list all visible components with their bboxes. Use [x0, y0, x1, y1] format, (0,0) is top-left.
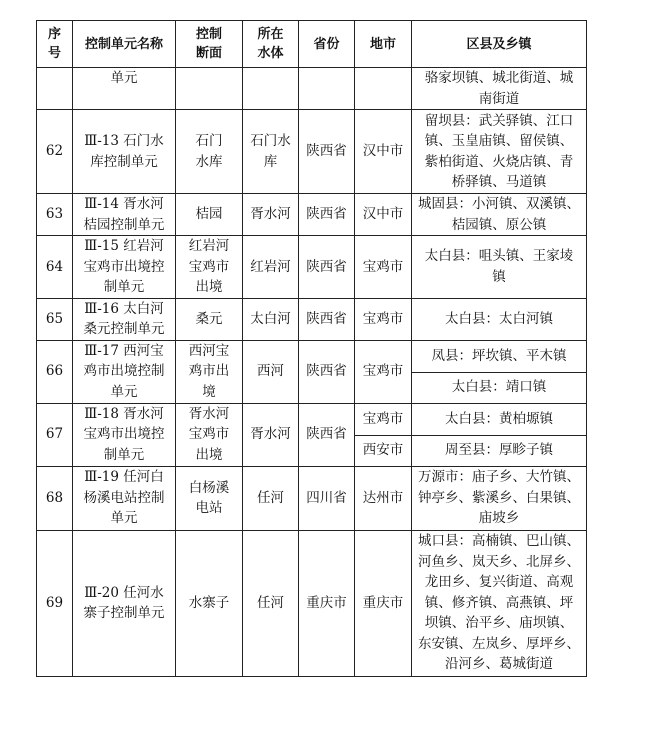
- cell-water: 红岩河: [243, 236, 299, 299]
- cell-water: 任河: [243, 530, 299, 676]
- cell-unit: Ⅲ-17 西河宝 鸡市出境控制 单元: [73, 340, 176, 403]
- header-district: 区县及乡镇: [412, 21, 587, 68]
- cell-district: 凤县：坪坎镇、平木镇: [412, 340, 587, 372]
- cell-unit: Ⅲ-20 任河水 寨子控制单元: [73, 530, 176, 676]
- table-row: [37, 110, 587, 194]
- table-row: [37, 236, 587, 299]
- cell-section: 白杨溪 电站: [176, 466, 243, 530]
- cell-no: 62: [37, 110, 73, 194]
- cell-district: 太白县：黄柏塬镇: [412, 403, 587, 435]
- header-city: 地市: [355, 21, 412, 68]
- cell-district: 太白县：太白河镇: [412, 298, 587, 340]
- cell-water: 胥水河: [243, 194, 299, 236]
- cell-water: [243, 68, 299, 110]
- cell-district: 周至县：厚畛子镇: [412, 435, 587, 466]
- cell-district: 留坝县：武关驿镇、江口 镇、玉皇庙镇、留侯镇、 紫柏街道、火烧店镇、青 桥驿镇、马道镇: [412, 110, 587, 194]
- cell-city: 西安市: [355, 435, 412, 466]
- cell-city: 宝鸡市: [355, 403, 412, 435]
- cell-province: 陕西省: [299, 298, 355, 340]
- table-row: [37, 403, 587, 435]
- cell-city: 宝鸡市: [355, 298, 412, 340]
- header-province: 省份: [299, 21, 355, 68]
- cell-district: 城口县：高楠镇、巴山镇、 河鱼乡、岚天乡、北屏乡、 龙田乡、复兴街道、高观 镇、修齐镇、高燕镇、坪 坝镇、治平乡、庙坝镇、 东安镇、左岚乡、厚坪乡、 沿河乡、葛城街道: [412, 530, 587, 676]
- table-row: [37, 340, 587, 372]
- table-row-continued: [37, 68, 587, 110]
- table-row: [37, 530, 587, 676]
- cell-section: 红岩河 宝鸡市 出境: [176, 236, 243, 299]
- cell-city: 汉中市: [355, 110, 412, 194]
- table-row: [37, 194, 587, 236]
- cell-section: [176, 68, 243, 110]
- cell-province: 陕西省: [299, 403, 355, 466]
- cell-section: 胥水河 宝鸡市 出境: [176, 403, 243, 466]
- cell-province: 重庆市: [299, 530, 355, 676]
- header-unit-name: 控制单元名称: [73, 21, 176, 68]
- cell-no: 69: [37, 530, 73, 676]
- header-no: 序 号: [37, 21, 73, 68]
- table-row: [37, 298, 587, 340]
- cell-no: [37, 68, 73, 110]
- cell-unit: Ⅲ-14 胥水河 桔园控制单元: [73, 194, 176, 236]
- cell-district: 万源市：庙子乡、大竹镇、 钟亭乡、紫溪乡、白果镇、 庙坡乡: [412, 466, 587, 530]
- cell-water: 石门水 库: [243, 110, 299, 194]
- cell-section: 水寨子: [176, 530, 243, 676]
- cell-unit: Ⅲ-18 胥水河 宝鸡市出境控 制单元: [73, 403, 176, 466]
- cell-city: 宝鸡市: [355, 340, 412, 403]
- cell-city: 汉中市: [355, 194, 412, 236]
- cell-no: 66: [37, 340, 73, 403]
- cell-province: 陕西省: [299, 236, 355, 299]
- cell-city: 重庆市: [355, 530, 412, 676]
- cell-section: 石门 水库: [176, 110, 243, 194]
- cell-section: 西河宝 鸡市出 境: [176, 340, 243, 403]
- cell-no: 64: [37, 236, 73, 299]
- cell-district: 骆家坝镇、城北街道、城 南街道: [412, 68, 587, 110]
- cell-unit: Ⅲ-16 太白河 桑元控制单元: [73, 298, 176, 340]
- cell-water: 太白河: [243, 298, 299, 340]
- cell-water: 西河: [243, 340, 299, 403]
- cell-water: 胥水河: [243, 403, 299, 466]
- cell-no: 63: [37, 194, 73, 236]
- cell-unit: 单元: [73, 68, 176, 110]
- cell-no: 68: [37, 466, 73, 530]
- table-row: [37, 466, 587, 530]
- cell-province: 四川省: [299, 466, 355, 530]
- cell-district: 太白县：咀头镇、王家堎 镇: [412, 236, 587, 299]
- cell-city: 宝鸡市: [355, 236, 412, 299]
- cell-no: 67: [37, 403, 73, 466]
- cell-unit: Ⅲ-19 任河白 杨溪电站控制 单元: [73, 466, 176, 530]
- cell-province: 陕西省: [299, 110, 355, 194]
- cell-water: 任河: [243, 466, 299, 530]
- cell-section: 桑元: [176, 298, 243, 340]
- cell-province: 陕西省: [299, 340, 355, 403]
- control-unit-table: [36, 20, 587, 677]
- cell-section: 桔园: [176, 194, 243, 236]
- cell-province: 陕西省: [299, 194, 355, 236]
- cell-district: 城固县：小河镇、双溪镇、 桔园镇、原公镇: [412, 194, 587, 236]
- header-water: 所在 水体: [243, 21, 299, 68]
- cell-unit: Ⅲ-15 红岩河 宝鸡市出境控 制单元: [73, 236, 176, 299]
- cell-district: 太白县：靖口镇: [412, 372, 587, 403]
- cell-province: [299, 68, 355, 110]
- cell-city: 达州市: [355, 466, 412, 530]
- cell-city: [355, 68, 412, 110]
- header-section: 控制 断面: [176, 21, 243, 68]
- cell-no: 65: [37, 298, 73, 340]
- table-header-row: [37, 21, 587, 68]
- cell-unit: Ⅲ-13 石门水 库控制单元: [73, 110, 176, 194]
